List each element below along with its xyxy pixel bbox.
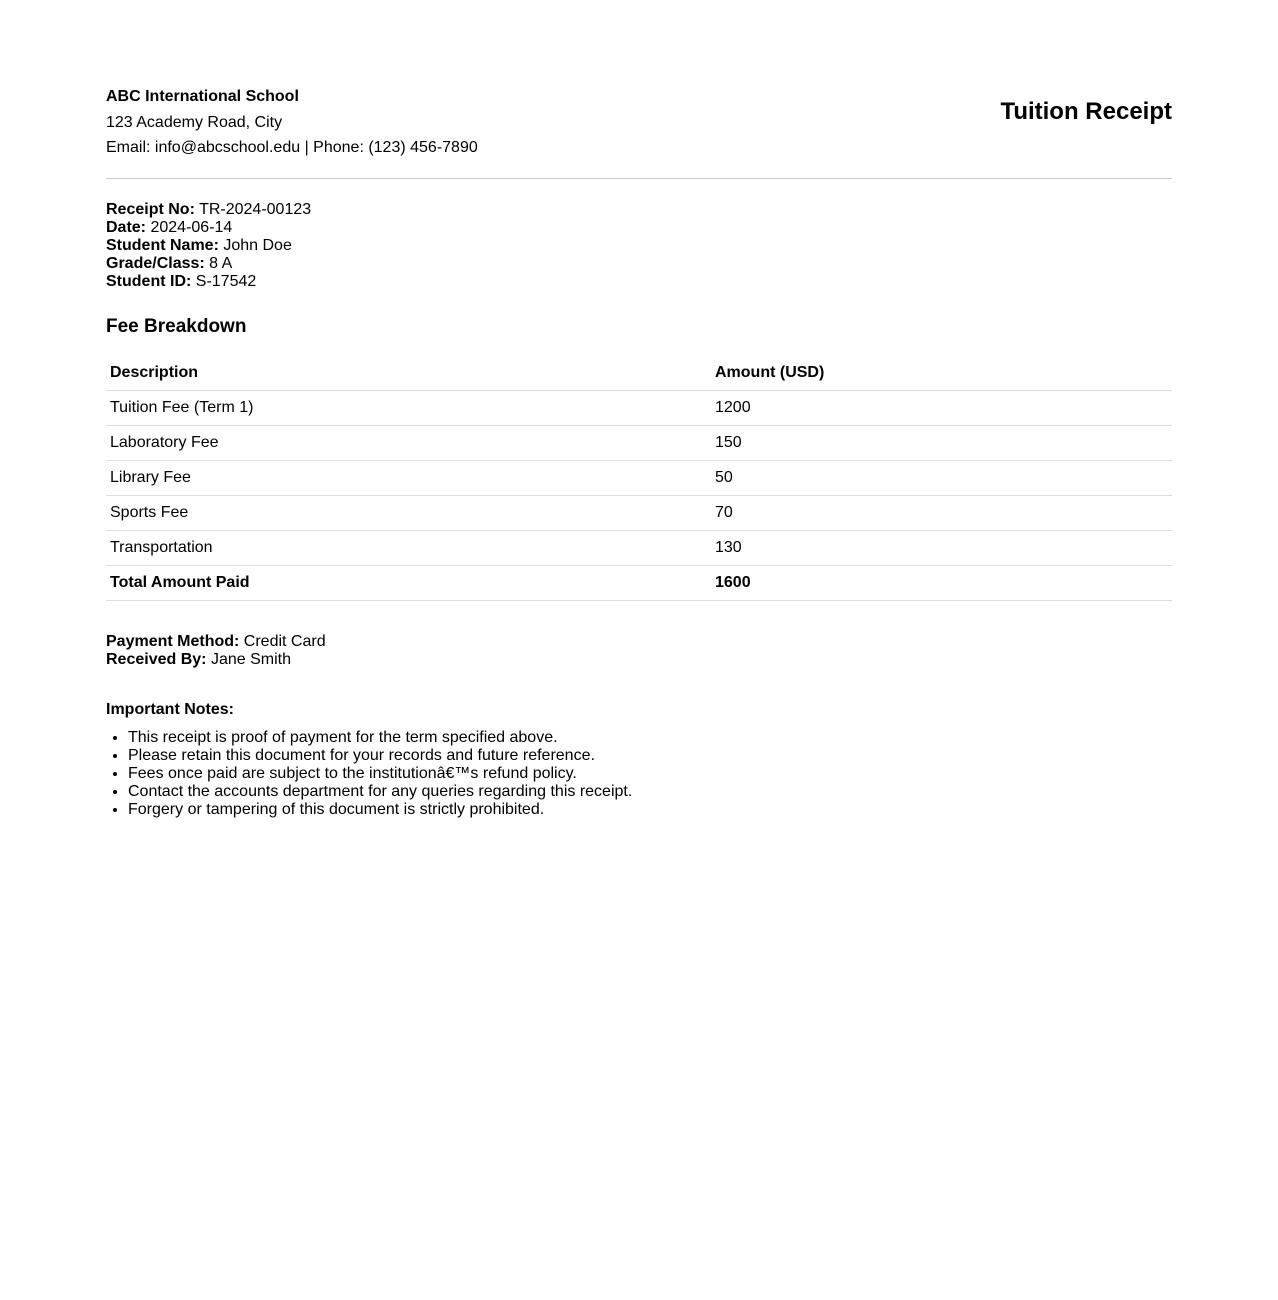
fee-description: Library Fee <box>106 461 711 496</box>
fee-amount: 130 <box>711 531 1172 566</box>
received-by-value: Jane Smith <box>210 651 291 668</box>
notes-title: Important Notes: <box>106 701 234 718</box>
amount-column-header: Amount (USD) <box>711 356 1172 391</box>
date-value: 2024-06-14 <box>150 219 233 236</box>
receipt-header <box>106 0 1172 179</box>
grade-class-row <box>106 255 311 273</box>
student-id-value: S-17542 <box>195 273 257 290</box>
school-address: 123 Academy Road, City <box>106 114 283 131</box>
receipt-info <box>106 201 311 291</box>
grade-class-label: Grade/Class: <box>106 255 205 272</box>
fee-description: Laboratory Fee <box>106 426 711 461</box>
school-name: ABC International School <box>106 88 299 105</box>
payment-method-row <box>106 633 326 651</box>
table-row <box>106 426 1172 461</box>
fee-breakdown-title: Fee Breakdown <box>106 316 247 337</box>
table-row <box>106 391 1172 426</box>
total-row <box>106 566 1172 601</box>
grade-class-value: 8 A <box>209 255 233 272</box>
school-contact: Email: info@abcschool.edu | Phone: (123) 456-7890 <box>106 139 478 156</box>
fee-amount: 150 <box>711 426 1172 461</box>
table-row <box>106 496 1172 531</box>
student-id-row <box>106 273 311 291</box>
student-name-value: John Doe <box>223 237 292 254</box>
fee-amount: 70 <box>711 496 1172 531</box>
received-by-row <box>106 651 326 669</box>
student-name-row <box>106 237 311 255</box>
receipt-no-row <box>106 201 311 219</box>
payment-method-value: Credit Card <box>243 633 326 650</box>
fee-amount: 50 <box>711 461 1172 496</box>
description-column-header: Description <box>106 356 711 391</box>
fee-description: Transportation <box>106 531 711 566</box>
receipt-page <box>106 0 1172 818</box>
date-label: Date: <box>106 219 147 236</box>
fee-description: Tuition Fee (Term 1) <box>106 391 711 426</box>
list-item: • Contact the accounts department for any queries regarding this receipt. <box>128 783 632 801</box>
receipt-no-value: TR-2024-00123 <box>199 201 312 218</box>
fee-table <box>106 356 1172 601</box>
document-title: Tuition Receipt <box>1000 98 1172 125</box>
list-item: • Please retain this document for your records and future reference. <box>128 747 632 765</box>
fee-table-header-row <box>106 356 1172 391</box>
list-item: • This receipt is proof of payment for the term specified above. <box>128 729 632 747</box>
list-item: • Forgery or tampering of this document is strictly prohibited. <box>128 801 632 819</box>
fee-description: Sports Fee <box>106 496 711 531</box>
notes-list <box>106 729 632 819</box>
total-amount: 1600 <box>711 566 1172 601</box>
student-id-label: Student ID: <box>106 273 192 290</box>
payment-method-label: Payment Method: <box>106 633 240 650</box>
table-row <box>106 531 1172 566</box>
table-row <box>106 461 1172 496</box>
payment-info <box>106 633 326 669</box>
date-row <box>106 219 311 237</box>
received-by-label: Received By: <box>106 651 207 668</box>
receipt-no-label: Receipt No: <box>106 201 195 218</box>
list-item: • Fees once paid are subject to the institutionâ€™s refund policy. <box>128 765 632 783</box>
total-label: Total Amount Paid <box>106 566 711 601</box>
fee-amount: 1200 <box>711 391 1172 426</box>
student-name-label: Student Name: <box>106 237 219 254</box>
